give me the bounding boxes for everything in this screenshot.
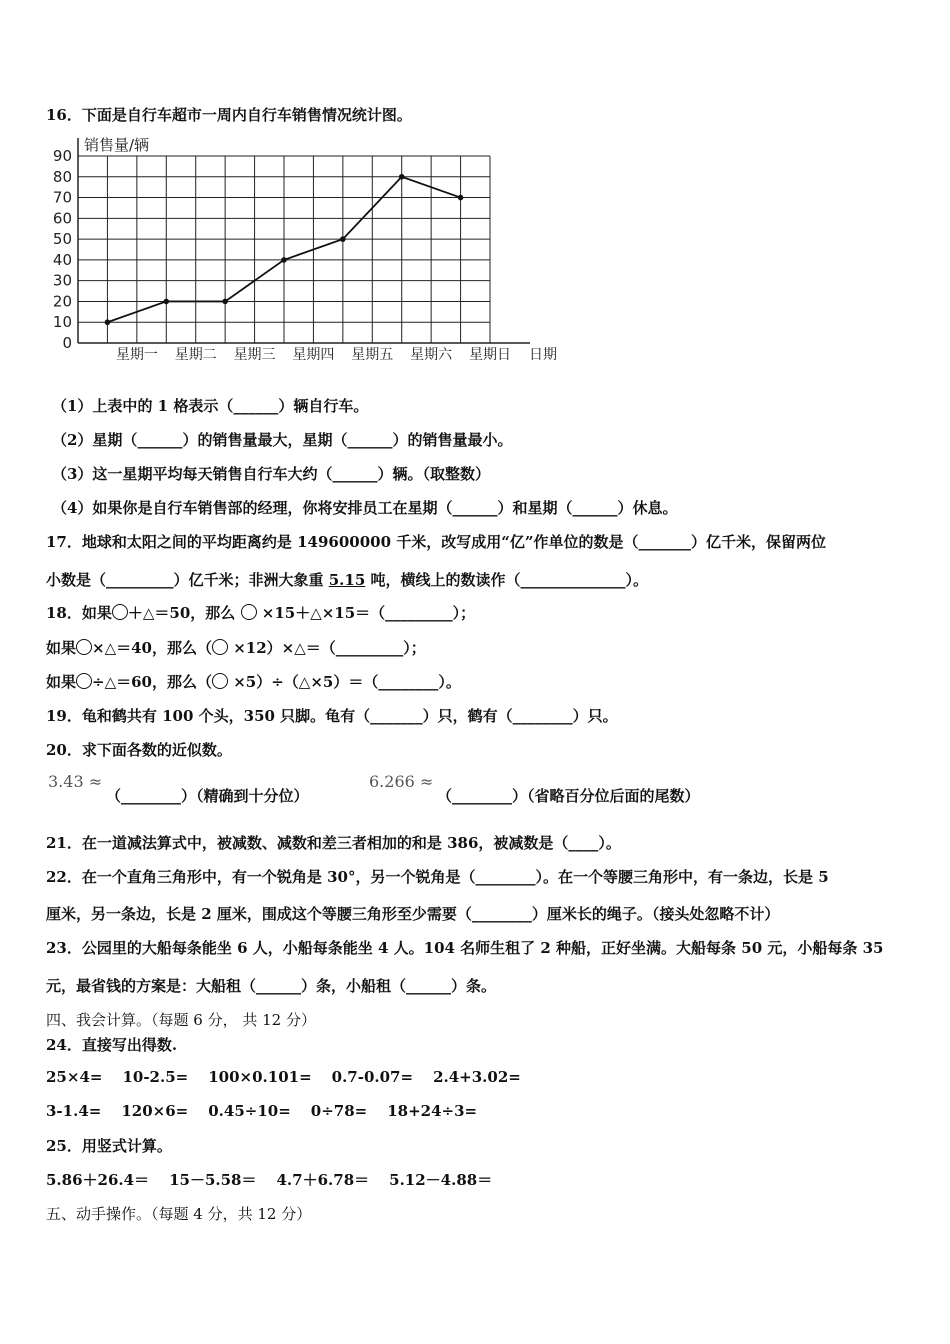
y-tick-label: 70 [52, 188, 72, 207]
q18-l2-c: ×12）×△＝（_________）； [233, 639, 426, 657]
q16-sub4: （4）如果你是自行车销售部的经理，你将安排员工在星期（______）和星期（______）休息。 [52, 499, 678, 517]
q20-a-number: 3.43 ≈ [48, 772, 103, 791]
calc-item: 2.4+3.02= [433, 1068, 521, 1086]
q20-b-blank: （________）（省略百分位后面的尾数） [437, 787, 700, 805]
y-tick-label: 60 [52, 209, 72, 228]
q25-title: 25．用竖式计算。 [46, 1137, 172, 1155]
x-tick-label: 星期六 [410, 347, 453, 363]
q23-line2: 元，最省钱的方案是：大船租（______）条，小船租（______）条。 [46, 977, 497, 995]
q18-line2 [46, 637, 426, 658]
q18-l1-a: 18．如果 [46, 604, 112, 622]
q17-line2-a: 小数是（_________）亿千米；非洲大象重 [46, 571, 329, 589]
q18-l3-a: 如果 [46, 673, 77, 691]
q21: 21．在一道减法算式中，被减数、减数和差三者相加的和是 386，被减数是（____）。 [46, 834, 621, 852]
y-tick-label: 30 [52, 271, 72, 290]
q24-row1 [46, 1068, 541, 1086]
x-tick-label: 星期日 [469, 347, 511, 363]
calc-item: 10-2.5= [122, 1068, 189, 1086]
q17-line2-b: 吨，横线上的数读作（______________）。 [365, 571, 649, 589]
q16-title: 16．下面是自行车超市一周内自行车销售情况统计图。 [46, 106, 412, 124]
calc-item: 25×4= [46, 1068, 103, 1086]
q16-sub3: （3）这一星期平均每天销售自行车大约（______）辆。（取整数） [52, 465, 490, 483]
data-point [222, 299, 228, 305]
circle-icon [212, 639, 228, 655]
x-tick-label: 星期二 [174, 347, 217, 363]
q18-l2-b: ×△＝40，那么（ [92, 639, 212, 657]
y-tick-label: 80 [52, 167, 72, 186]
q22-line2: 厘米，另一条边，长是 2 厘米，围成这个等腰三角形至少需要（________）厘米长的绳子。（接头处忽略不计） [46, 905, 780, 923]
calc-item: 100×0.101= [208, 1068, 312, 1086]
calc-item: 120×6= [121, 1102, 189, 1120]
y-axis-label: 销售量/辆 [84, 136, 150, 154]
q18-line3 [46, 671, 461, 692]
q17-line2 [46, 569, 648, 590]
data-point [340, 236, 346, 242]
x-tick-label: 星期五 [351, 347, 394, 363]
y-tick-label: 0 [62, 334, 72, 352]
circle-icon [241, 604, 257, 620]
data-point [163, 299, 169, 305]
x-tick-label: 星期四 [292, 347, 335, 363]
q18-l3-c: ×5）÷（△×5）＝（________）。 [233, 673, 461, 691]
calc-item: 3-1.4= [46, 1102, 102, 1120]
q18-l2-a: 如果 [46, 639, 77, 657]
data-point [281, 257, 287, 263]
circle-icon [212, 673, 228, 689]
section-5-heading: 五、动手操作。（每题 4 分，共 12 分） [46, 1205, 312, 1223]
q16-sub1: （1）上表中的 1 格表示（______）辆自行车。 [52, 397, 369, 415]
y-tick-label: 40 [52, 250, 72, 269]
x-axis-label: 日期 [529, 347, 557, 363]
q20-a-blank: （________）（精确到十分位） [106, 787, 309, 805]
y-tick-label: 50 [52, 230, 72, 249]
x-tick-label: 星期三 [233, 347, 276, 363]
calc-item: 0.7-0.07= [331, 1068, 414, 1086]
q19: 19．龟和鹤共有 100 个头，350 只脚。龟有（_______）只，鹤有（________）只。 [46, 707, 618, 725]
q18-line1 [46, 602, 475, 623]
calc-item: 4.7＋6.78＝ [276, 1171, 370, 1189]
calc-item: 5.86＋26.4＝ [46, 1171, 150, 1189]
q24-row2 [46, 1102, 497, 1120]
data-point [458, 195, 464, 201]
q20-b-number: 6.266 ≈ [369, 772, 434, 791]
calc-item: 15－5.58＝ [169, 1171, 257, 1189]
data-point [399, 174, 405, 180]
q18-l3-b: ÷△＝60，那么（ [92, 673, 212, 691]
sales-line-chart [40, 128, 580, 368]
q20-title: 20．求下面各数的近似数。 [46, 741, 232, 759]
circle-icon [112, 604, 128, 620]
section-4-heading: 四、我会计算。（每题 6 分， 共 12 分） [46, 1011, 316, 1029]
q17-underlined-number: 5.15 [328, 571, 366, 589]
q16-sub2: （2）星期（______）的销售量最大，星期（______）的销售量最小。 [52, 431, 513, 449]
q22-line1: 22．在一个直角三角形中，有一个锐角是 30°，另一个锐角是（________）。在一个等腰三角形中，有一条边，长是 5 [46, 868, 829, 886]
y-tick-label: 90 [52, 147, 72, 165]
circle-icon [76, 639, 92, 655]
y-tick-label: 20 [52, 292, 72, 311]
circle-icon [76, 673, 92, 689]
calc-item: 0÷78= [310, 1102, 368, 1120]
calc-item: 0.45÷10= [208, 1102, 291, 1120]
q24-title: 24．直接写出得数. [46, 1036, 178, 1054]
calc-item: 5.12－4.88＝ [389, 1171, 493, 1189]
y-tick-label: 10 [52, 313, 72, 332]
data-point [105, 319, 111, 325]
q17-line1: 17．地球和太阳之间的平均距离约是 149600000 千米，改写成用“亿”作单位的数是（_______）亿千米，保留两位 [46, 533, 827, 551]
calc-item: 18+24÷3= [387, 1102, 478, 1120]
q23-line1: 23．公园里的大船每条能坐 6 人，小船每条能坐 4 人。104 名师生租了 2 种船，正好坐满。大船每条 50 元，小船每条 35 [46, 939, 884, 957]
q25-row [46, 1169, 512, 1190]
q18-l1-c: ×15＋△×15＝（_________）； [261, 604, 476, 622]
q18-l1-b: ＋△＝50，那么 [127, 604, 236, 622]
x-tick-label: 星期一 [115, 347, 158, 363]
